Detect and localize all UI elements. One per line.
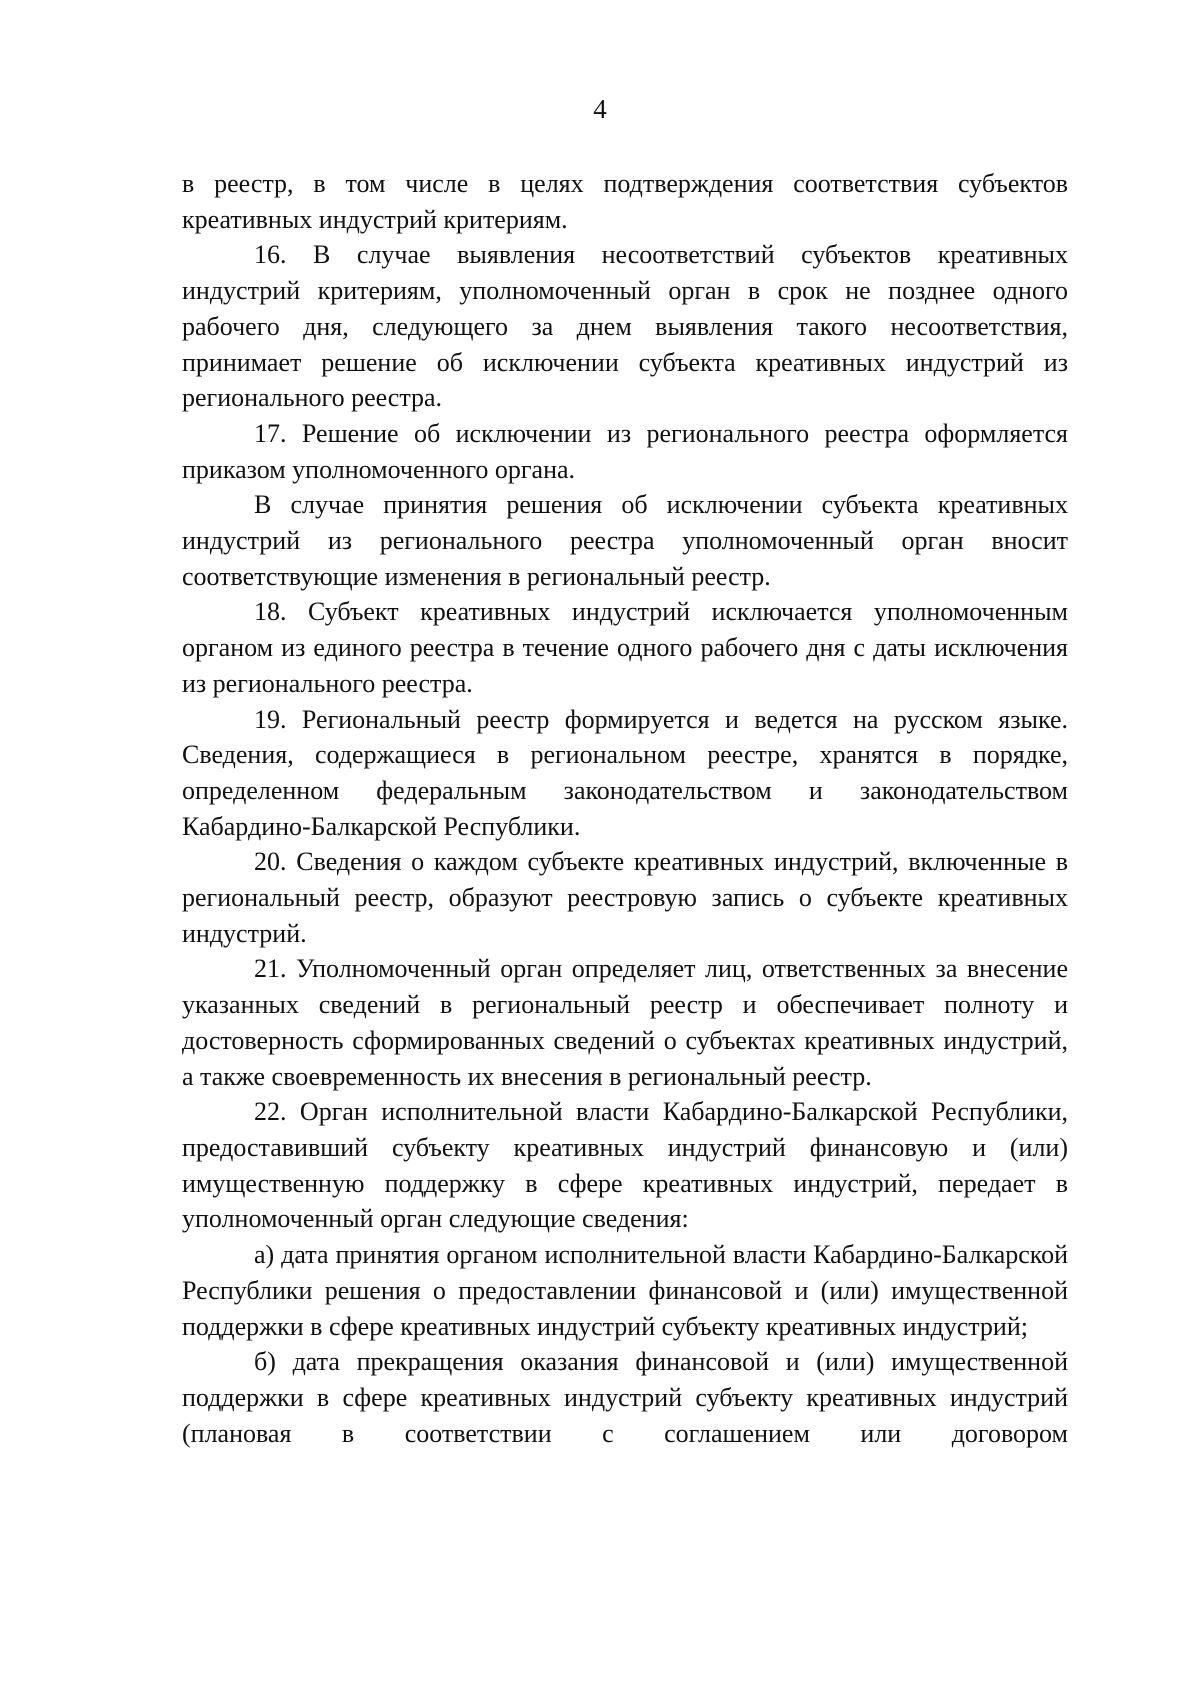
paragraph-17: 17. Решение об исключении из регионального реестра оформляется приказом уполномоченного органа. bbox=[182, 418, 1068, 484]
page-number: 4 bbox=[593, 94, 607, 124]
paragraph-19: 19. Региональный реестр формируется и ведется на русском языке. Сведения, содержащиеся в региональном реестре, хранятся в порядке, определенном федеральным законодательством и законодательством Кабардино-Балкарской Республики. bbox=[182, 704, 1068, 841]
document-body bbox=[182, 166, 1068, 1451]
paragraph-22-item-a: а) дата принятия органом исполнительной власти Кабардино-Балкарской Республики решения о предоставлении финансовой и (или) имущественной поддержки в сфере креативных индустрий субъекту креативных индустрий; bbox=[182, 1240, 1068, 1341]
paragraph-16: 16. В случае выявления несоответствий субъектов креативных индустрий критериям, уполномоченный орган в срок не позднее одного рабочего дня, следующего за днем выявления такого несоответствия, принимает решение об исключении субъекта креативных индустрий из регионального реестра. bbox=[182, 240, 1068, 413]
paragraph-22-item-b: б) дата прекращения оказания финансовой и (или) имущественной поддержки в сфере креативных индустрий субъекту креативных индустрий (плановая в соответствии с соглашением или договором bbox=[182, 1347, 1068, 1448]
paragraph-continuation: в реестр, в том числе в целях подтверждения соответствия субъектов креативных индустрий критериям. bbox=[182, 169, 1068, 234]
paragraph-22: 22. Орган исполнительной власти Кабардино-Балкарской Республики, предоставивший субъекту креативных индустрий финансовую и (или) имущественную поддержку в сфере креативных индустрий, передает в уполномоченный орган следующие сведения: bbox=[182, 1097, 1068, 1234]
paragraph-18: 18. Субъект креативных индустрий исключается уполномоченным органом из единого реестра в течение одного рабочего дня с даты исключения из регионального реестра. bbox=[182, 597, 1068, 698]
paragraph-17-exclusion-changes: В случае принятия решения об исключении субъекта креативных индустрий из регионального реестра уполномоченный орган вносит соответствующие изменения в региональный реестр. bbox=[182, 490, 1068, 591]
paragraph-20: 20. Сведения о каждом субъекте креативных индустрий, включенные в региональный реестр, образуют реестровую запись о субъекте креативных индустрий. bbox=[182, 847, 1068, 948]
paragraph-21: 21. Уполномоченный орган определяет лиц, ответственных за внесение указанных сведений в региональный реестр и обеспечивает полноту и достоверность сформированных сведений о субъектах креативных индустрий, а также своевременность их внесения в региональный реестр. bbox=[182, 954, 1068, 1091]
